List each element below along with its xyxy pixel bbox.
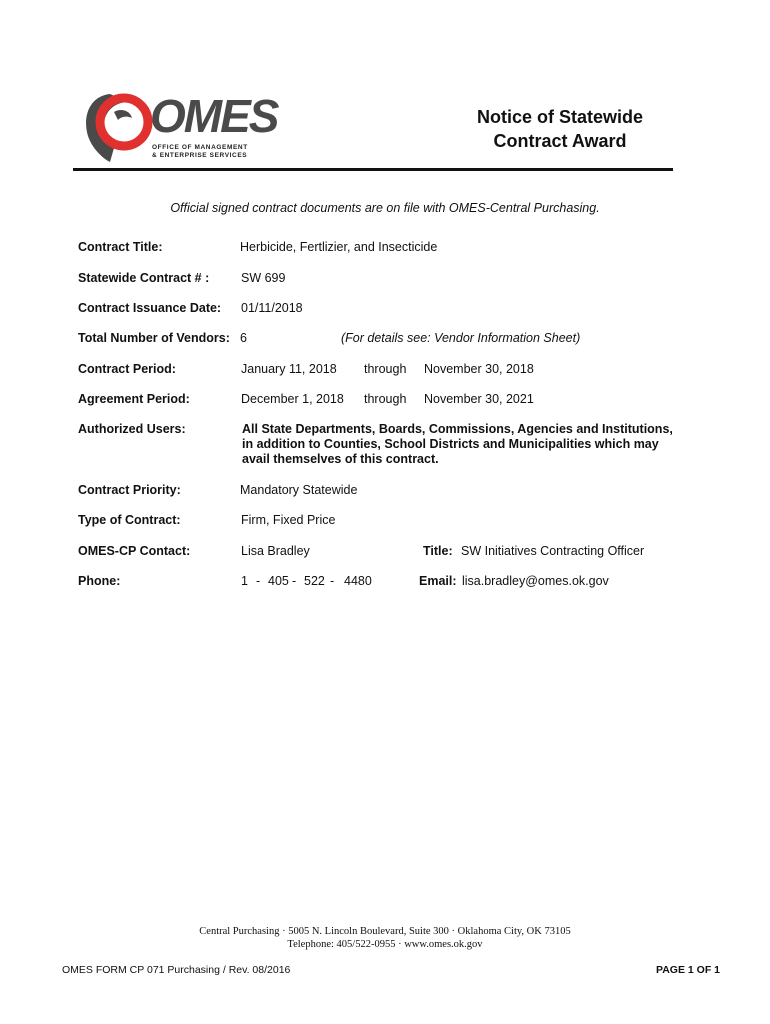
phone-country-code: 1 [241,574,248,588]
phone-prefix: 522 [304,574,325,588]
footer-page-number: PAGE 1 OF 1 [656,964,720,976]
vendors-value: 6 [240,331,247,345]
contact-label: OMES-CP Contact: [78,544,191,558]
logo-line-2: & ENTERPRISE SERVICES [152,152,248,159]
contract-type-label: Type of Contract: [78,513,181,527]
contract-period-through: through [364,362,407,376]
vendors-note: (For details see: Vendor Information Sheet) [341,331,581,345]
statewide-contract-value: SW 699 [241,271,286,285]
contract-period-label: Contract Period: [78,362,176,376]
agreement-period-end: November 30, 2021 [424,392,534,406]
contact-name: Lisa Bradley [241,544,310,558]
contract-title-label: Contract Title: [78,240,163,254]
phone-separator: - [330,574,335,588]
phone-separator: - [256,574,261,588]
logo-line-1: OFFICE OF MANAGEMENT [152,144,248,151]
issuance-date-label: Contract Issuance Date: [78,301,222,315]
contract-priority-label: Contract Priority: [78,483,181,497]
vendors-label: Total Number of Vendors: [78,331,230,345]
page-title [440,105,680,153]
footer-form-number: OMES FORM CP 071 Purchasing / Rev. 08/2016 [62,964,291,976]
agreement-period-start: December 1, 2018 [241,392,344,406]
authorized-users-line-2: in addition to Counties, School Districts and Municipalities which may [242,437,659,451]
authorized-users-label: Authorized Users: [78,422,186,436]
page-title-line-1: Notice of Statewide [476,107,644,127]
phone-area-code: 405 [268,574,289,588]
contract-period-end: November 30, 2018 [424,362,534,376]
authorized-users-line-3: avail themselves of this contract. [242,452,439,466]
contact-title-value: SW Initiatives Contracting Officer [461,544,645,558]
footer-address [0,925,770,951]
phone-label: Phone: [78,574,121,588]
footer-address-line-1: Central Purchasing · 5005 N. Lincoln Boulevard, Suite 300 · Oklahoma City, OK 73105 [199,926,571,937]
agreement-period-label: Agreement Period: [78,392,190,406]
logo-wordmark: OMES [150,90,278,142]
contract-type-value: Firm, Fixed Price [241,513,336,527]
contact-title-label: Title: [423,544,453,558]
issuance-date-value: 01/11/2018 [241,301,303,315]
email-label: Email: [419,574,457,588]
phone-separator: - [292,574,297,588]
statewide-contract-label: Statewide Contract # : [78,271,210,285]
header-divider [73,168,673,171]
omes-logo [80,86,278,166]
page-title-line-2: Contract Award [493,131,627,151]
authorized-users-value [242,422,692,467]
phone-line-number: 4480 [344,574,372,588]
email-link[interactable]: lisa.bradley@omes.ok.gov [462,574,609,588]
agreement-period-through: through [364,392,407,406]
contract-period-start: January 11, 2018 [241,362,337,376]
authorized-users-line-1: All State Departments, Boards, Commissions, Agencies and Institutions, [242,422,673,436]
footer-address-line-2: Telephone: 405/522-0955 · www.omes.ok.gov [287,939,483,950]
contract-title-value: Herbicide, Fertlizier, and Insecticide [240,240,438,254]
official-note: Official signed contract documents are on file with OMES-Central Purchasing. [170,201,600,215]
contract-priority-value: Mandatory Statewide [240,483,358,497]
